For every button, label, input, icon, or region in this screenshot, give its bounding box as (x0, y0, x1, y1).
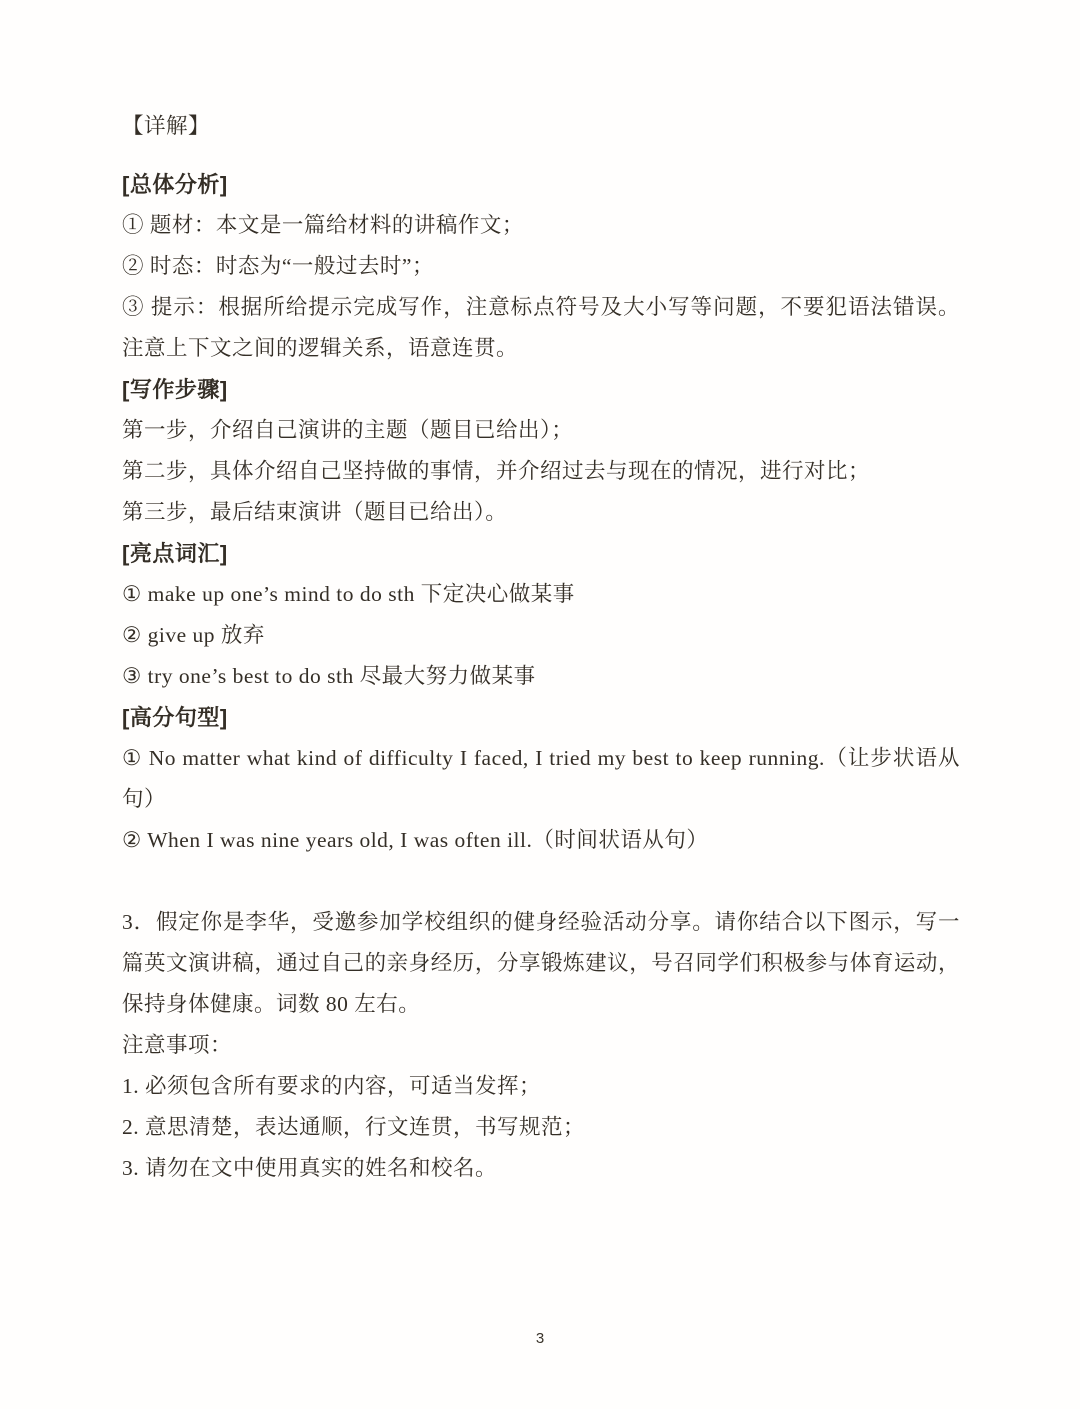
overall-analysis-item-3: ③ 提示：根据所给提示完成写作，注意标点符号及大小写等问题，不要犯语法错误。注意上下文之间的逻辑关系，语意连贯。 (122, 295, 960, 360)
vocabulary-item-1: ① make up one’s mind to do sth 下定决心做某事 (122, 582, 575, 606)
heading-writing-steps: [写作步骤] (122, 377, 228, 402)
question-3-prompt: 3．假定你是李华，受邀参加学校组织的健身经验活动分享。请你结合以下图示，写一篇英文演讲稿，通过自己的亲身经历，分享锻炼建议，号召同学们积极参与体育运动，保持身体健康。词数 80 左右。 (122, 910, 960, 1016)
overall-analysis-item-2: ② 时态：时态为“一般过去时”； (122, 254, 434, 278)
question-3-note-2: 2. 意思清楚，表达通顺，行文连贯，书写规范； (122, 1115, 586, 1139)
heading-high-score-sentences: [高分句型] (122, 705, 228, 730)
document-content (122, 106, 960, 1189)
question-3-notes-heading: 注意事项： (122, 1033, 233, 1057)
detail-title: 【详解】 (122, 114, 211, 138)
question-3-note-1: 1. 必须包含所有要求的内容，可适当发挥； (122, 1074, 542, 1098)
sentence-item-2: ② When I was nine years old, I was often ill.（时间状语从句） (122, 828, 709, 852)
overall-analysis-item-1: ① 题材：本文是一篇给材料的讲稿作文； (122, 213, 524, 237)
vocabulary-item-2: ② give up 放弃 (122, 623, 265, 647)
writing-step-3: 第三步，最后结束演讲（题目已给出）。 (122, 500, 508, 524)
sentence-item-1: ① No matter what kind of difficulty I faced, I tried my best to keep running.（让步状语从句） (122, 746, 960, 811)
heading-highlight-vocabulary: [亮点词汇] (122, 541, 228, 566)
writing-step-1: 第一步，介绍自己演讲的主题（题目已给出）； (122, 418, 574, 442)
writing-step-2: 第二步，具体介绍自己坚持做的事情，并介绍过去与现在的情况，进行对比； (122, 459, 871, 483)
vocabulary-item-3: ③ try one’s best to do sth 尽最大努力做某事 (122, 664, 536, 688)
page-number: 3 (535, 1330, 545, 1347)
question-3-note-3: 3. 请勿在文中使用真实的姓名和校名。 (122, 1156, 498, 1180)
heading-overall-analysis: [总体分析] (122, 172, 228, 197)
